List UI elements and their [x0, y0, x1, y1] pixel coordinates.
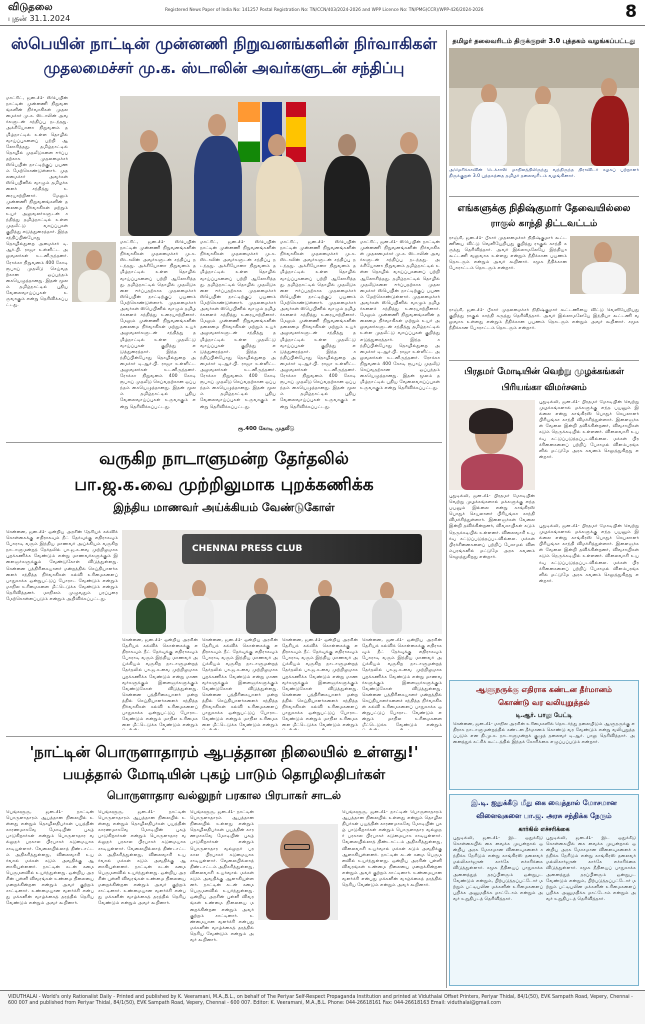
right5-body-col-2: புதுடில்லி, ஜன.31- இட ஒதுக்கீடு கொள்கையில் கை வைக்க முயன்றால் ஒன்றிய அரசு மோசமான விளைவுகளைச் சந்திக்க நேரிடும் என்று காங்கிரஸ் தலைவர் மல்லிகார்ஜுன் கார்கே எச்சரிக்கை விடுத்துள்ளார். சமூக நீதியைப் பாதுகாக்க அனைத்துத் தரப்பினரும் ஒன்றுபட வேண்டும் என்றும், பிற்படுத்தப்பட்டோர் மற்றும் பட்டியலின மக்களின் உரிமைகளைப் பறிக்க அனுமதிக்க மாட்டோம் என்றும் அவர் உறுதிபடத் தெரிவித்தார்.	[546, 836, 636, 902]
divider	[6, 736, 442, 737]
flag-india-icon	[238, 102, 260, 162]
story3-body-col-1: பெங்களூரு, ஜன.31- நாட்டின் பொருளாதாரம் ஆபத்தான நிலையில் உள்ளது என்றும் தொழிலதிபர்கள் பயத்தின் காரணமாகவே மோடியின் புகழ் பாடுகிறார்கள் என்றும் பொருளாதார வல்லுநர் பரகால பிரபாகர் கடுமையாக சாடியுள்ளார். வேலையில்லாத் திண்டாட்டம் அதிகரித்துள்ளது, விலைவாசி உயர்வால் மக்கள் கடும் அவதிக்கு ஆளாகியுள்ளனர். நாட்டின் கடன் சுமை பெருமளவில் உயர்ந்துள்ளது. ஒன்றிய அரசின் புள்ளி விவரங்கள் உண்மை நிலையை மறைக்கின்றன என்றும் அவர் குற்றம் சாட்டினார். உண்மையான வளர்ச்சி என்பது மக்களின் வாழ்க்கைத் தரத்தில் தெரிய வேண்டும் என்றும் அவர் கூறினார்.	[6, 810, 94, 907]
registration-line: Registered News Paper of India No: 141257 Postal Registration No: TN/CCN/403/2024-2026 and WPP Licence No: TN/PMG(CCR)/WPP-426/2024-2026	[165, 8, 484, 13]
divider	[449, 360, 639, 361]
right3-body-col-3: புதுடில்லி, ஜன.31- பிரதமர் மோடியின் வெற்று முழக்கங்களால் மக்களுக்கு எந்த பயனும் இல்லை என்று காங்கிரஸ் பொதுச் செயலாளர் பிரியங்கா காந்தி விமர்சித்துள்ளார். இளைஞர்கள் வேலை இன்றி தவிக்கின்றனர், விவசாயிகள் கடும் நெருக்கடியில் உள்ளனர். விலைவாசி உயர்வு கட்டுப்படுத்தப்படவில்லை. மக்கள் பிரச்சினைகளைப் பற்றிப் பேசாமல் விளம்பரங்களில் மட்டுமே அரசு கவனம் செலுத்துகிறது என்றார்.	[539, 524, 639, 584]
divider	[6, 442, 442, 443]
story2-headline-3: இந்திய மாணவர் அய்க்கியம் வேண்டுகோள்	[113, 501, 335, 514]
story2-press-photo	[122, 530, 442, 634]
story3-headline-3: பொருளாதார வல்லுநர் பரகால பிரபாகர் சாடல்	[106, 789, 341, 802]
right4-headline-2: கொண்டு வர வலியுறுத்தல்	[498, 698, 590, 707]
story1-caption: ரூ.400 கோடி முதலீடு	[238, 426, 295, 432]
story3-headline-1: 'நாட்டின் பொருளாதாரம் ஆபத்தான நிலையில் உள்ளது!'	[29, 743, 419, 761]
right5-byline: கார்கில் எச்சரிக்கை	[518, 826, 570, 833]
story2-body-col-1: சென்னை, ஜன.31- ஒன்றிய அரசின் தேசியக் கல்விக் கொள்கைக்கு எதிராகவும் நீட் தேர்வுக்கு எதிராகவும் போராடி வரும் இந்திய மாணவர் அய்க்கியம் வருகிற நாடாளுமன்றத் தேர்தலில் பா.ஜ.க.வை முற்றிலுமாக புறக்கணிக்க வேண்டும் என்று மாணவர்களுக்கும் இளைஞர்களுக்கும் வேண்டுகோள் விடுத்துள்ளது. சென்னை பத்திரிகையாளர் மன்றத்தில் செய்தியாளர்களைச் சந்தித்த நிர்வாகிகள் கல்வி உரிமைகளைப் பாதுகாக்க ஒன்றுபட்டுப் போராட வேண்டும் என்றும் மாநில உரிமைகளை மீட்டெடுக்க வேண்டும் என்றும் தெரிவித்தனர். மாநிலம் முழுவதும் பரப்புரை மேற்கொள்ளப்படும் என்றும் அறிவிக்கப்பட்டது.	[6, 530, 118, 603]
story2-body-col-2: சென்னை, ஜன.31- ஒன்றிய அரசின் தேசியக் கல்விக் கொள்கைக்கு எதிராகவும் நீட் தேர்வுக்கு எதிராகவும் போராடி வரும் இந்திய மாணவர் அய்க்கியம் வருகிற நாடாளுமன்றத் தேர்தலில் பா.ஜ.க.வை முற்றிலுமாக புறக்கணிக்க வேண்டும் என்று மாணவர்களுக்கும் இளைஞர்களுக்கும் வேண்டுகோள் விடுத்துள்ளது. சென்னை பத்திரிகையாளர் மன்றத்தில் செய்தியாளர்களைச் சந்தித்த நிர்வாகிகள் கல்வி உரிமைகளைப் பாதுகாக்க ஒன்றுபட்டுப் போராட வேண்டும் என்றும் மாநில உரிமைகளை மீட்டெடுக்க வேண்டும் என்றும்	[122, 638, 198, 729]
story3-body-col-2: பெங்களூரு, ஜன.31- நாட்டின் பொருளாதாரம் ஆபத்தான நிலையில் உள்ளது என்றும் தொழிலதிபர்கள் பயத்தின் காரணமாகவே மோடியின் புகழ் பாடுகிறார்கள் என்றும் பொருளாதார வல்லுநர் பரகால பிரபாகர் கடுமையாக சாடியுள்ளார். வேலையில்லாத் திண்டாட்டம் அதிகரித்துள்ளது, விலைவாசி உயர்வால் மக்கள் கடும் அவதிக்கு ஆளாகியுள்ளனர். நாட்டின் கடன் சுமை பெருமளவில் உயர்ந்துள்ளது. ஒன்றிய அரசின் புள்ளி விவரங்கள் உண்மை நிலையை மறைக்கின்றன என்றும் அவர் குற்றம் சாட்டினார். உண்மையான வளர்ச்சி என்பது மக்களின் வாழ்க்கைத் தரத்தில் தெரிய வேண்டும் என்றும் அவர் கூறினார்.	[98, 810, 186, 907]
right3-body-col-2: புதுடில்லி, ஜன.31- பிரதமர் மோடியின் வெற்று முழக்கங்களால் மக்களுக்கு எந்த பயனும் இல்லை என்று காங்கிரஸ் பொதுச் செயலாளர் பிரியங்கா காந்தி விமர்சித்துள்ளார். இளைஞர்கள் வேலை இன்றி தவிக்கின்றனர், விவசாயிகள் கடும் நெருக்கடியில் உள்ளனர். விலைவாசி உயர்வு கட்டுப்படுத்தப்படவில்லை. மக்கள் பிரச்சினைகளைப் பற்றிப் பேசாமல் விளம்பரங்களில் மட்டுமே அரசு கவனம் செலுத்துகிறது என்றார்.	[449, 494, 535, 560]
right5-headline-1: இ.டி. ஐதுக்கீடு மீது கை வைத்தால் மோசமான	[471, 799, 617, 807]
story1-photo	[120, 96, 440, 236]
issue-date: புதன் 31.1.2024	[8, 14, 71, 23]
right5-headline-2: விளைவுகளை பா.ஜ. அரசு சந்திக்க நேரும்	[476, 812, 612, 820]
right3-headline-1: பிரதமர் மோடியின் வெற்று முழக்கங்கள்	[464, 367, 624, 377]
column-divider	[446, 30, 447, 988]
story3-body-col-3: பெங்களூரு, ஜன.31- நாட்டின் பொருளாதாரம் ஆபத்தான நிலையில் உள்ளது என்றும் தொழிலதிபர்கள் பயத்தின் காரணமாகவே மோடியின் புகழ் பாடுகிறார்கள் என்றும் பொருளாதார வல்லுநர் பரகால பிரபாகர் கடுமையாக சாடியுள்ளார். வேலையில்லாத் திண்டாட்டம் அதிகரித்துள்ளது, விலைவாசி உயர்வால் மக்கள் கடும் அவதிக்கு ஆளாகியுள்ளனர். நாட்டின் கடன் சுமை பெருமளவில் உயர்ந்துள்ளது. ஒன்றிய அரசின் புள்ளி விவரங்கள் உண்மை நிலையை மறைக்கின்றன என்றும் அவர் குற்றம் சாட்டினார். உண்மையான வளர்ச்சி என்பது மக்களின் வாழ்க்கைத் தரத்தில் தெரிய வேண்டும் என்றும் அவர் கூறினார்.	[190, 810, 254, 943]
right2-body-col-1: ராஞ்சி, ஜன.31- பீகார் முதலமைச்சர் நிதிஷ்குமார் கூட்டணியை விட்டு வெளியேறியது குறித்து ராகுல் காந்தி கருத்து தெரிவித்தார். அவர் இல்லாமலேயே இந்தியா கூட்டணி வலுவாக உள்ளது என்றும் நீதிக்கான பயணம் தொடரும் என்றும் அவர் கூறினார். சமூக நீதிக்கான போராட்டம் தொடரும் என்றார்.	[449, 236, 567, 272]
imprint-footer	[0, 990, 645, 1024]
story2-body-col-5: சென்னை, ஜன.31- ஒன்றிய அரசின் தேசியக் கல்விக் கொள்கைக்கு எதிராகவும் நீட் தேர்வுக்கு எதிராகவும் போராடி வரும் இந்திய மாணவர் அய்க்கியம் வருகிற நாடாளுமன்றத் தேர்தலில் பா.ஜ.க.வை முற்றிலுமாக புறக்கணிக்க வேண்டும் என்று மாணவர்களுக்கும் இளைஞர்களுக்கும் வேண்டுகோள் விடுத்துள்ளது. சென்னை பத்திரிகையாளர் மன்றத்தில் செய்தியாளர்களைச் சந்தித்த நிர்வாகிகள் கல்வி உரிமைகளைப் பாதுகாக்க ஒன்றுபட்டுப் போராட வேண்டும் என்றும் மாநில உரிமைகளை மீட்டெடுக்க வேண்டும் என்றும்	[362, 638, 442, 729]
story1-body-col-2: மாட்ரிட், ஜன.31- ஸ்பெயின் நாட்டின் முன்னணி நிறுவனங்களின் நிர்வாகிகள் முதலமைச்சர் மு.க. ஸ்டாலின் அவர்களுடன் சந்திப்பு நடந்தது. அக்சியோனா நிறுவனம் தமிழ்நாட்டில் உள்ள தொழில் வாய்ப்புகளைப் பற்றி ஆலோசித்தது. தமிழ்நாட்டில் தொழில் முதலீடுகளை ஈர்ப்பதற்காக முதலமைச்சர் ஸ்பெயின் நாட்டிற்குப் பயணம் மேற்கொண்டுள்ளார். முதலமைச்சர் அவர்கள் ஸ்பெயினில் வாழும் தமிழர்களைச் சந்தித்து உரையாற்றினார். மேலும் முன்னணி நிறுவனங்களின் தலைமை நிர்வாகிகள் மற்றும் உயர் அலுவலர்களுடன் சந்தித்து தமிழ்நாட்டில் உள்ள முதலீட்டு வாய்ப்புகள் குறித்து எடுத்துரைத்தார். இந்த சந்திப்பின்போது தொழில்துறை அமைச்சர் டி.ஆர்.பி. ராஜா உள்ளிட்ட அலுவலர்கள் உடனிருந்தனர். ரோக்கா நிறுவனம் 400 கோடி ரூபாய் முதலீடு செய்வதற்கான ஒப்பந்தம் கையெழுத்தானது. இதன் மூலம் தமிழ்நாட்டில் புதிய வேலைவாய்ப்புகள் உருவாகும் என்று தெரிவிக்கப்பட்டது.	[120, 240, 196, 410]
story1-headline-2: முதலமைச்சர் மு.க. ஸ்டாலின் அவர்களுடன் சந்திப்பு	[43, 59, 405, 77]
masthead	[0, 0, 645, 26]
story1-body-col-3: மாட்ரிட், ஜன.31- ஸ்பெயின் நாட்டின் முன்னணி நிறுவனங்களின் நிர்வாகிகள் முதலமைச்சர் மு.க. ஸ்டாலின் அவர்களுடன் சந்திப்பு நடந்தது. அக்சியோனா நிறுவனம் தமிழ்நாட்டில் உள்ள தொழில் வாய்ப்புகளைப் பற்றி ஆலோசித்தது. தமிழ்நாட்டில் தொழில் முதலீடுகளை ஈர்ப்பதற்காக முதலமைச்சர் ஸ்பெயின் நாட்டிற்குப் பயணம் மேற்கொண்டுள்ளார். முதலமைச்சர் அவர்கள் ஸ்பெயினில் வாழும் தமிழர்களைச் சந்தித்து உரையாற்றினார். மேலும் முன்னணி நிறுவனங்களின் தலைமை நிர்வாகிகள் மற்றும் உயர் அலுவலர்களுடன் சந்தித்து தமிழ்நாட்டில் உள்ள முதலீட்டு வாய்ப்புகள் குறித்து எடுத்துரைத்தார். இந்த சந்திப்பின்போது தொழில்துறை அமைச்சர் டி.ஆர்.பி. ராஜா உள்ளிட்ட அலுவலர்கள் உடனிருந்தனர். ரோக்கா நிறுவனம் 400 கோடி ரூபாய் முதலீடு செய்வதற்கான ஒப்பந்தம் கையெழுத்தானது. இதன் மூலம் தமிழ்நாட்டில் புதிய வேலைவாய்ப்புகள் உருவாகும் என்று தெரிவிக்கப்பட்டது.	[200, 240, 276, 410]
story3-portrait-photo	[258, 824, 338, 920]
page-number: 8	[625, 2, 637, 22]
right1-body: அமெரிக்காவின் டெக்சாஸ் மாநிலத்திலிருந்து வந்திருந்த திராவிடர் கழகப் பற்றாளர் திருக்குறள் 3.0 புத்தகத்தை தமிழர் தலைவரிடம் வழங்கினார்.	[449, 168, 639, 180]
right3-body-col-1: புதுடில்லி, ஜன.31- பிரதமர் மோடியின் வெற்று முழக்கங்களால் மக்களுக்கு எந்த பயனும் இல்லை என்று காங்கிரஸ் பொதுச் செயலாளர் பிரியங்கா காந்தி விமர்சித்துள்ளார். இளைஞர்கள் வேலை இன்றி தவிக்கின்றனர், விவசாயிகள் கடும் நெருக்கடியில் உள்ளனர். விலைவாசி உயர்வு கட்டுப்படுத்தப்படவில்லை. மக்கள் பிரச்சினைகளைப் பற்றிப் பேசாமல் விளம்பரங்களில் மட்டுமே அரசு கவனம் செலுத்துகிறது என்றார்.	[539, 400, 639, 460]
newspaper-logo: விடுதலை	[8, 2, 53, 13]
story1-body-col-5: மாட்ரிட், ஜன.31- ஸ்பெயின் நாட்டின் முன்னணி நிறுவனங்களின் நிர்வாகிகள் முதலமைச்சர் மு.க. ஸ்டாலின் அவர்களுடன் சந்திப்பு நடந்தது. அக்சியோனா நிறுவனம் தமிழ்நாட்டில் உள்ள தொழில் வாய்ப்புகளைப் பற்றி ஆலோசித்தது. தமிழ்நாட்டில் தொழில் முதலீடுகளை ஈர்ப்பதற்காக முதலமைச்சர் ஸ்பெயின் நாட்டிற்குப் பயணம் மேற்கொண்டுள்ளார். முதலமைச்சர் அவர்கள் ஸ்பெயினில் வாழும் தமிழர்களைச் சந்தித்து உரையாற்றினார். மேலும் முன்னணி நிறுவனங்களின் தலைமை நிர்வாகிகள் மற்றும் உயர் அலுவலர்களுடன் சந்தித்து தமிழ்நாட்டில் உள்ள முதலீட்டு வாய்ப்புகள் குறித்து எடுத்துரைத்தார். இந்த சந்திப்பின்போது தொழில்துறை அமைச்சர் டி.ஆர்.பி. ராஜா உள்ளிட்ட அலுவலர்கள் உடனிருந்தனர். ரோக்கா நிறுவனம் 400 கோடி ரூபாய் முதலீடு செய்வதற்கான ஒப்பந்தம் கையெழுத்தானது. இதன் மூலம் தமிழ்நாட்டில் புதிய வேலைவாய்ப்புகள் உருவாகும் என்று தெரிவிக்கப்பட்டது.	[360, 240, 440, 392]
right3-portrait-photo	[449, 400, 535, 490]
right2-photo	[570, 236, 639, 294]
right4-body: சென்னை, ஜன.31- மாநில அரசின் உரிமைகளில் தொடர்ந்து தலையிடும் ஆளுநருக்கு எதிராக நாடாளுமன்றத்தில் கண்டன தீர்மானம் கொண்டு வர வேண்டும் என்று வலியுறுத்தப்படும் என தி.மு.க. நாடாளுமன்றக் குழுத் தலைவர் டி.ஆர். பாலு தெரிவித்தார். அனைத்துக் கட்சிக் கூட்டத்தில் இந்தக் கோரிக்கை எழுப்பப்படும் என்றார்.	[453, 722, 635, 746]
story1-headline-1: ஸ்பெயின் நாட்டின் முன்னணி நிறுவனங்களின் நிர்வாகிகள்	[11, 34, 437, 53]
right4-headline-1: ஆளுநருக்கு எதிராக கண்டன தீர்மானம்	[475, 685, 613, 694]
story1-inset-photo	[72, 242, 116, 302]
right4-byline: டி.ஆர். பாலு பேட்டி	[515, 712, 573, 719]
story2-body-col-3: சென்னை, ஜன.31- ஒன்றிய அரசின் தேசியக் கல்விக் கொள்கைக்கு எதிராகவும் நீட் தேர்வுக்கு எதிராகவும் போராடி வரும் இந்திய மாணவர் அய்க்கியம் வருகிற நாடாளுமன்றத் தேர்தலில் பா.ஜ.க.வை முற்றிலுமாக புறக்கணிக்க வேண்டும் என்று மாணவர்களுக்கும் இளைஞர்களுக்கும் வேண்டுகோள் விடுத்துள்ளது. சென்னை பத்திரிகையாளர் மன்றத்தில் செய்தியாளர்களைச் சந்தித்த நிர்வாகிகள் கல்வி உரிமைகளைப் பாதுகாக்க ஒன்றுபட்டுப் போராட வேண்டும் என்றும் மாநில உரிமைகளை மீட்டெடுக்க வேண்டும் என்றும்	[202, 638, 278, 729]
story1-body-col-1: மாட்ரிட், ஜன.31- ஸ்பெயின் நாட்டின் முன்னணி நிறுவனங்களின் நிர்வாகிகள் முதலமைச்சர் மு.க. ஸ்டாலின் அவர்களுடன் சந்திப்பு நடந்தது. அக்சியோனா நிறுவனம் தமிழ்நாட்டில் உள்ள தொழில் வாய்ப்புகளைப் பற்றி ஆலோசித்தது. தமிழ்நாட்டில் தொழில் முதலீடுகளை ஈர்ப்பதற்காக முதலமைச்சர் ஸ்பெயின் நாட்டிற்குப் பயணம் மேற்கொண்டுள்ளார். முதலமைச்சர் அவர்கள் ஸ்பெயினில் வாழும் தமிழர்களைச் சந்தித்து உரையாற்றினார். மேலும் முன்னணி நிறுவனங்களின் தலைமை நிர்வாகிகள் மற்றும் உயர் அலுவலர்களுடன் சந்தித்து தமிழ்நாட்டில் உள்ள முதலீட்டு வாய்ப்புகள் குறித்து எடுத்துரைத்தார். இந்த சந்திப்பின்போது தொழில்துறை அமைச்சர் டி.ஆர்.பி. ராஜா உள்ளிட்ட அலுவலர்கள் உடனிருந்தனர். ரோக்கா நிறுவனம் 400 கோடி ரூபாய் முதலீடு செய்வதற்கான ஒப்பந்தம் கையெழுத்தானது. இதன் மூலம் தமிழ்நாட்டில் புதிய வேலைவாய்ப்புகள் உருவாகும் என்று தெரிவிக்கப்பட்டது.	[6, 96, 68, 309]
right2-body-col-2: ராஞ்சி, ஜன.31- பீகார் முதலமைச்சர் நிதிஷ்குமார் கூட்டணியை விட்டு வெளியேறியது குறித்து ராகுல் காந்தி கருத்து தெரிவித்தார். அவர் இல்லாமலேயே இந்தியா கூட்டணி வலுவாக உள்ளது என்றும் நீதிக்கான பயணம் தொடரும் என்றும் அவர் கூறினார். சமூக நீதிக்கான போராட்டம் தொடரும் என்றார்.	[449, 308, 639, 332]
imprint-text: VIDUTHALAI - World's only Rationalist Daily - Printed and published by K. Veeramani, M.A.,B.L., on behalf of The Periyar Self-Respect Propaganda Institution and printed at Viduthalai Offset Printers, Periyar Thidal, 84/1(50), EVK Sampath Road, Vepery, Chennai - 600 007 and published from Periyar Thidal, 84/1(50), EVK Sampath Road, Vepery, Chennai - 600 007. Editor: K. Veeramani, M.A.,B.L. Phone: 044-26618161 Fax: 044-26618163 Email: viduthalai@gmail.com	[8, 995, 633, 1007]
story1-body-col-4: மாட்ரிட், ஜன.31- ஸ்பெயின் நாட்டின் முன்னணி நிறுவனங்களின் நிர்வாகிகள் முதலமைச்சர் மு.க. ஸ்டாலின் அவர்களுடன் சந்திப்பு நடந்தது. அக்சியோனா நிறுவனம் தமிழ்நாட்டில் உள்ள தொழில் வாய்ப்புகளைப் பற்றி ஆலோசித்தது. தமிழ்நாட்டில் தொழில் முதலீடுகளை ஈர்ப்பதற்காக முதலமைச்சர் ஸ்பெயின் நாட்டிற்குப் பயணம் மேற்கொண்டுள்ளார். முதலமைச்சர் அவர்கள் ஸ்பெயினில் வாழும் தமிழர்களைச் சந்தித்து உரையாற்றினார். மேலும் முன்னணி நிறுவனங்களின் தலைமை நிர்வாகிகள் மற்றும் உயர் அலுவலர்களுடன் சந்தித்து தமிழ்நாட்டில் உள்ள முதலீட்டு வாய்ப்புகள் குறித்து எடுத்துரைத்தார். இந்த சந்திப்பின்போது தொழில்துறை அமைச்சர் டி.ஆர்.பி. ராஜா உள்ளிட்ட அலுவலர்கள் உடனிருந்தனர். ரோக்கா நிறுவனம் 400 கோடி ரூபாய் முதலீடு செய்வதற்கான ஒப்பந்தம் கையெழுத்தானது. இதன் மூலம் தமிழ்நாட்டில் புதிய வேலைவாய்ப்புகள் உருவாகும் என்று தெரிவிக்கப்பட்டது.	[280, 240, 356, 410]
right1-photo	[449, 48, 639, 166]
press-club-banner-text: CHENNAI PRESS CLUB	[192, 544, 303, 554]
right3-headline-2: பிரியங்கா விமர்சனம்	[501, 383, 587, 393]
right2-headline-2: ராகுல் காந்தி திட்டவட்டம்	[490, 219, 598, 229]
right2-headline-1: எங்களுக்கு நிதிஷ்குமார் தேவையில்லை	[457, 203, 631, 214]
right5-body-col-1: புதுடில்லி, ஜன.31- இட ஒதுக்கீடு கொள்கையில் கை வைக்க முயன்றால் ஒன்றிய அரசு மோசமான விளைவுகளைச் சந்திக்க நேரிடும் என்று காங்கிரஸ் தலைவர் மல்லிகார்ஜுன் கார்கே எச்சரிக்கை விடுத்துள்ளார். சமூக நீதியைப் பாதுகாக்க அனைத்துத் தரப்பினரும் ஒன்றுபட வேண்டும் என்றும், பிற்படுத்தப்பட்டோர் மற்றும் பட்டியலின மக்களின் உரிமைகளைப் பறிக்க அனுமதிக்க மாட்டோம் என்றும் அவர் உறுதிபடத் தெரிவித்தார்.	[453, 836, 543, 902]
story3-headline-2: பயத்தால் மோடியின் புகழ் பாடும் தொழிலதிபர்கள்	[62, 767, 386, 783]
flag-spain-icon	[286, 102, 306, 162]
story2-body-col-4: சென்னை, ஜன.31- ஒன்றிய அரசின் தேசியக் கல்விக் கொள்கைக்கு எதிராகவும் நீட் தேர்வுக்கு எதிராகவும் போராடி வரும் இந்திய மாணவர் அய்க்கியம் வருகிற நாடாளுமன்றத் தேர்தலில் பா.ஜ.க.வை முற்றிலுமாக புறக்கணிக்க வேண்டும் என்று மாணவர்களுக்கும் இளைஞர்களுக்கும் வேண்டுகோள் விடுத்துள்ளது. சென்னை பத்திரிகையாளர் மன்றத்தில் செய்தியாளர்களைச் சந்தித்த நிர்வாகிகள் கல்வி உரிமைகளைப் பாதுகாக்க ஒன்றுபட்டுப் போராட வேண்டும் என்றும் மாநில உரிமைகளை மீட்டெடுக்க வேண்டும் என்றும்	[282, 638, 358, 729]
right1-headline: தமிழர் தலைவரிடம் திருக்குறள் 3.0 புத்தகம் வழங்கப்பட்டது	[452, 37, 636, 45]
story2-headline-2: பா.ஜ.க.வை முற்றிலுமாக புறக்கணிக்க	[74, 475, 374, 495]
story3-body-col-4: பெங்களூரு, ஜன.31- நாட்டின் பொருளாதாரம் ஆபத்தான நிலையில் உள்ளது என்றும் தொழிலதிபர்கள் பயத்தின் காரணமாகவே மோடியின் புகழ் பாடுகிறார்கள் என்றும் பொருளாதார வல்லுநர் பரகால பிரபாகர் கடுமையாக சாடியுள்ளார். வேலையில்லாத் திண்டாட்டம் அதிகரித்துள்ளது, விலைவாசி உயர்வால் மக்கள் கடும் அவதிக்கு ஆளாகியுள்ளனர். நாட்டின் கடன் சுமை பெருமளவில் உயர்ந்துள்ளது. ஒன்றிய அரசின் புள்ளி விவரங்கள் உண்மை நிலையை மறைக்கின்றன என்றும் அவர் குற்றம் சாட்டினார். உண்மையான வளர்ச்சி என்பது மக்களின் வாழ்க்கைத் தரத்தில் தெரிய வேண்டும் என்றும் அவர் கூறினார்.	[342, 810, 442, 889]
story2-headline-1: வருகிற நாடாளுமன்ற தேர்தலில்	[99, 449, 349, 469]
divider	[449, 196, 639, 197]
